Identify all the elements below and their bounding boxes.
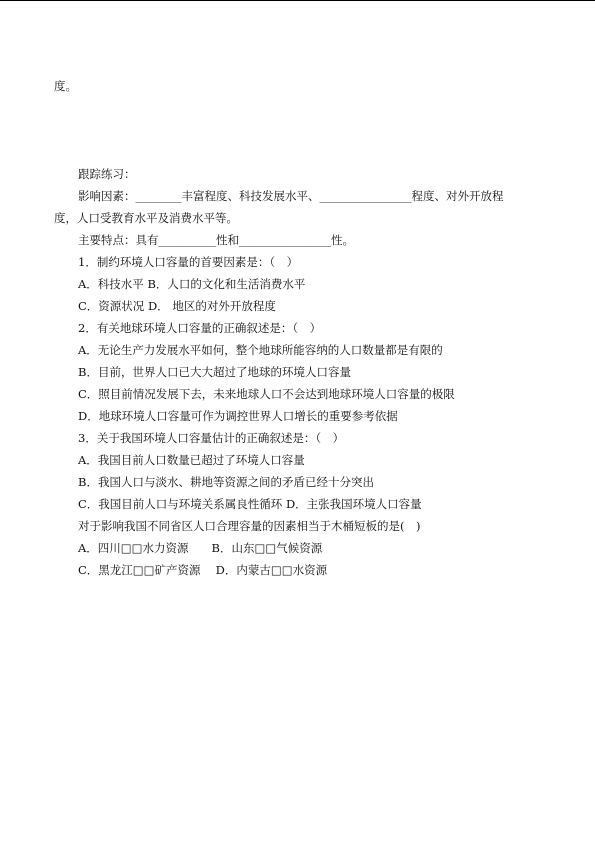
text-line-features: 主要特点：具有__________性和________________性。 [78, 233, 354, 247]
section-heading-practice: 跟踪练习： [78, 167, 136, 181]
question-3-option-b: B．我国人口与淡水、耕地等资源之间的矛盾已经十分突出 [78, 475, 374, 489]
question-4: 对于影响我国不同省区人口合理容量的因素相当于木桶短板的是( ) [78, 519, 421, 533]
question-3-options-cd: C．我国目前人口与环境关系属良性循环 D．主张我国环境人口容量 [78, 497, 422, 511]
question-3: 3．关于我国环境人口容量估计的正确叙述是：（ ） [78, 431, 345, 445]
text-line-factors-cont: 度，人口受教育水平及消费水平等。 [54, 211, 238, 225]
question-4-options-cd: C．黑龙江□□矿产资源 D．内蒙古□□水资源 [78, 563, 328, 577]
text-line-continuation: 度。 [54, 79, 77, 93]
question-2-option-d: D．地球环境人口容量可作为调控世界人口增长的重要参考依据 [78, 409, 398, 423]
question-2-option-c: C．照目前情况发展下去，未来地球人口不会达到地球环境人口容量的极限 [78, 387, 455, 401]
question-2-option-b: B．目前，世界人口已大大超过了地球的环境人口容量 [78, 365, 351, 379]
question-4-options-ab: A．四川□□水力资源 B．山东□□气候资源 [78, 541, 323, 555]
question-1: 1．制约环境人口容量的首要因素是：（ ） [78, 255, 299, 269]
question-2: 2．有关地球环境人口容量的正确叙述是：（ ） [78, 321, 322, 335]
question-1-options-ab: A．科技水平 B．人口的文化和生活消费水平 [78, 277, 306, 291]
top-border-rule [0, 0, 595, 1]
question-3-option-a: A．我国目前人口数量已超过了环境人口容量 [78, 453, 305, 467]
question-1-options-cd: C．资源状况 D． 地区的对外开放程度 [78, 299, 276, 313]
question-2-option-a: A．无论生产力发展水平如何，整个地球所能容纳的人口数量都是有限的 [78, 343, 443, 357]
text-line-factors: 影响因素：________丰富程度、科技发展水平、________________程度、对外开放程 [78, 189, 504, 203]
